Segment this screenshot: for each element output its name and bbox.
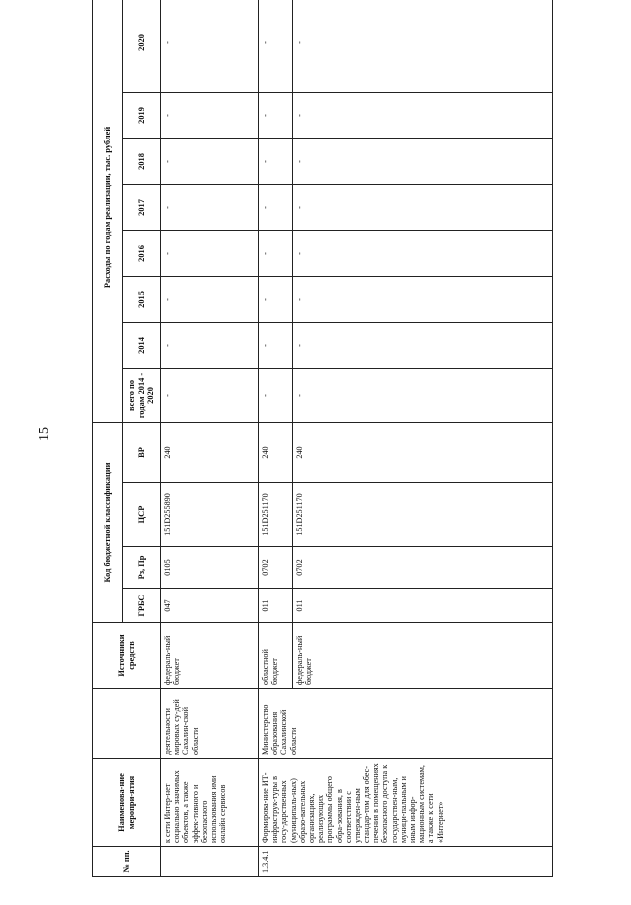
row-2016: - (293, 230, 553, 276)
table-row (259, 0, 293, 877)
row-2014: - (161, 322, 259, 368)
row-total: - (293, 368, 553, 422)
row-grbs: 011 (259, 589, 293, 623)
row-2014: - (293, 322, 553, 368)
header-executor (93, 689, 161, 759)
row-2016: - (259, 230, 293, 276)
page-number: 15 (37, 427, 52, 441)
row-2018: - (293, 138, 553, 184)
header-csr: ЦСР (123, 483, 161, 547)
row-grbs: 047 (161, 589, 259, 623)
row-2018: - (259, 138, 293, 184)
header-row-1 (93, 0, 123, 877)
table-row (161, 0, 259, 877)
row-vr: 240 (293, 422, 553, 482)
rotated-table-container (92, 34, 560, 877)
header-name: Наименова-ние меропри-ятия (93, 759, 161, 847)
header-vr: ВР (123, 422, 161, 482)
row-csr: 151D251170 (293, 483, 553, 547)
row-2019: - (161, 92, 259, 138)
row-2019: - (259, 92, 293, 138)
row-executor: деятельности мировых су-дей Сахалин-ской области (161, 689, 259, 759)
header-2017: 2017 (123, 184, 161, 230)
row-2017: - (259, 184, 293, 230)
row-vr: 240 (259, 422, 293, 482)
row-total: - (161, 368, 259, 422)
row-2014: - (259, 322, 293, 368)
row-name: Формирова-ние ИТ-инфраструк-туры в госу-дарственных (муниципаль-ных) образо-вательных организациях, реализующих программы общего обра-зования, в соответствии с утвержден-ным стандар-том для обес-печения в помещениях безопасного доступа к государствен-ным, муници-пальным и иным инфор-мационным системам, а также к сети «Интернет» (259, 759, 553, 847)
header-total: всего по годам 2014 - 2020 (123, 368, 161, 422)
header-grbs: ГРБС (123, 589, 161, 623)
row-rzpr: 0702 (259, 547, 293, 589)
header-2018: 2018 (123, 138, 161, 184)
row-total: - (259, 368, 293, 422)
header-rzpr: Рз, Пр (123, 547, 161, 589)
row-csr: 151D251170 (259, 483, 293, 547)
header-2014: 2014 (123, 322, 161, 368)
row-2015: - (161, 276, 259, 322)
row-csr: 151D255890 (161, 483, 259, 547)
row-source: федераль-ный бюджет (293, 623, 553, 689)
row-2017: - (293, 184, 553, 230)
row-num: 1.3.4.1 (259, 847, 553, 877)
header-2020: 2020 (123, 0, 161, 92)
row-2017: - (161, 184, 259, 230)
row-2020: - (259, 0, 293, 92)
header-2016: 2016 (123, 230, 161, 276)
header-2015: 2015 (123, 276, 161, 322)
row-2018: - (161, 138, 259, 184)
header-code-group: Код бюджетной классификации (93, 422, 123, 622)
row-2020: - (293, 0, 553, 92)
row-grbs: 011 (293, 589, 553, 623)
header-num: № пп. (93, 847, 161, 877)
row-executor: Министерство образования Сахалинской области (259, 689, 553, 759)
row-source: федераль-ный бюджет (161, 623, 259, 689)
row-2015: - (259, 276, 293, 322)
header-expense-group: Расходы по годам реализации, тыс. рублей (93, 0, 123, 422)
budget-table (92, 0, 553, 877)
row-rzpr: 0105 (161, 547, 259, 589)
row-2015: - (293, 276, 553, 322)
row-2019: - (293, 92, 553, 138)
row-source: областной бюджет (259, 623, 293, 689)
row-name: к сети Интер-нет социально значимых объектов, а также эффек-тивного и безопасного использования ими онлайн сервисов (161, 759, 259, 847)
row-2016: - (161, 230, 259, 276)
header-2019: 2019 (123, 92, 161, 138)
row-vr: 240 (161, 422, 259, 482)
row-2020: - (161, 0, 259, 92)
row-rzpr: 0702 (293, 547, 553, 589)
row-num (161, 847, 259, 877)
header-source: Источники средств (93, 623, 161, 689)
